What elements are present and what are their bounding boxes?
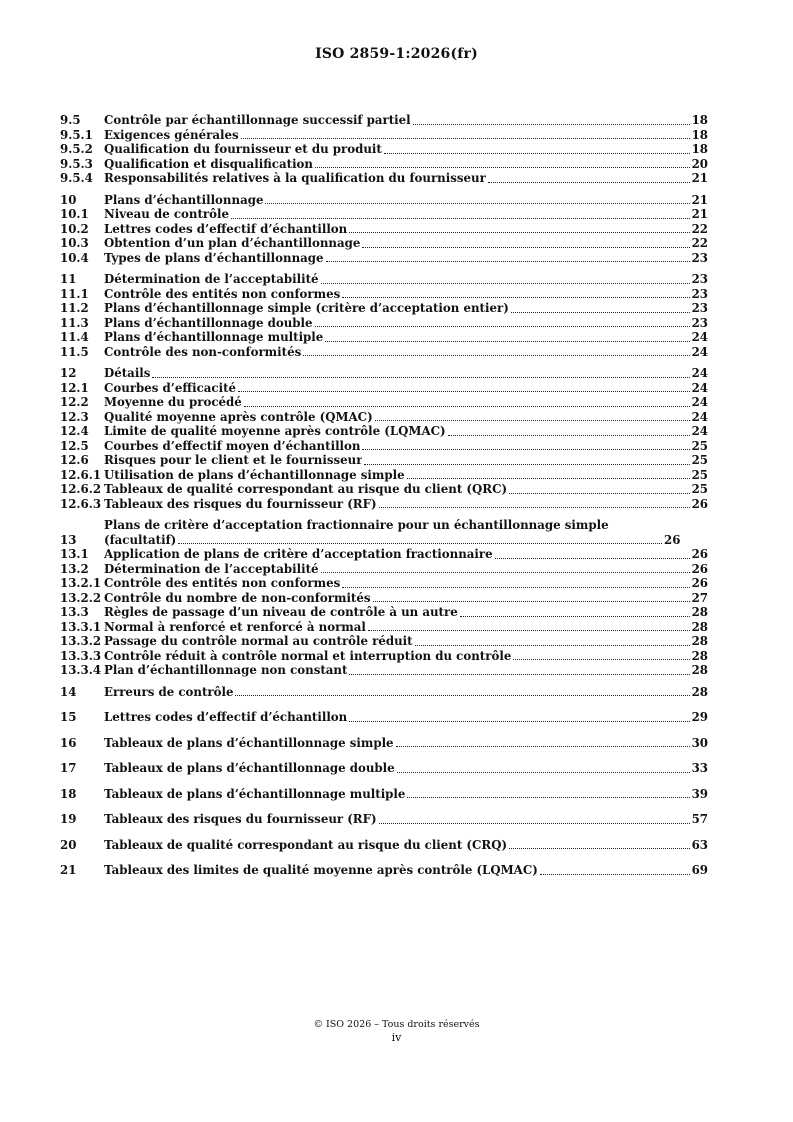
toc-entry-number: 14 (60, 684, 77, 699)
toc-entry-page: 29 (691, 710, 708, 724)
toc-entry-title: Tableaux de qualité correspondant au risque du client (QRC) (104, 482, 508, 496)
toc-entry-page: 28 (691, 619, 708, 634)
toc-entry-page: 24 (691, 344, 708, 359)
dot-leader (397, 772, 690, 773)
toc-entry-page: 18 (691, 127, 708, 142)
toc-group (60, 812, 708, 827)
toc-entry-title: Tableaux de qualité correspondant au risque du client (CRQ) (104, 837, 508, 852)
toc-entry-page: 25 (691, 438, 708, 453)
toc-entry-number: 11.2 (60, 301, 89, 315)
dot-leader (315, 326, 690, 327)
toc-entry-number: 13.3 (60, 605, 89, 619)
dot-leader (448, 435, 690, 436)
dot-leader (375, 420, 690, 421)
toc-entry-number: 11 (60, 272, 77, 286)
toc-entry[interactable] (60, 301, 708, 316)
toc-entry-page: 24 (691, 380, 708, 395)
toc-group (60, 113, 708, 186)
toc-entry-page: 24 (691, 366, 708, 380)
toc-entry-title: Qualité moyenne après contrôle (QMAC) (104, 409, 373, 424)
toc-entry-page: 22 (691, 221, 708, 236)
toc-entry[interactable] (60, 316, 708, 331)
dot-leader (342, 587, 689, 588)
toc-entry-title-line2: (facultatif) (104, 532, 177, 547)
toc-entry-number: 19 (60, 812, 77, 826)
toc-entry-number: 10.2 (60, 221, 89, 236)
toc-entry-number: 16 (60, 735, 77, 750)
toc-entry[interactable] (60, 222, 708, 237)
toc-entry-number: 12.6.2 (60, 482, 102, 496)
dot-leader (178, 543, 662, 544)
toc-entry-number: 12.3 (60, 409, 89, 424)
toc-entry[interactable] (60, 410, 708, 425)
toc-entry-page: 28 (691, 684, 708, 699)
toc-entry-page: 24 (691, 409, 708, 424)
dot-leader (460, 616, 690, 617)
toc-entry[interactable] (60, 685, 708, 700)
toc-entry-title: Contrôle des entités non conformes (104, 576, 341, 590)
dot-leader (326, 261, 690, 262)
toc-entry[interactable] (60, 663, 708, 678)
toc-entry-page: 24 (691, 424, 708, 438)
toc-entry-number: 13.2.2 (60, 590, 102, 605)
dot-leader (325, 341, 689, 342)
toc-entry-title: Lettres codes d’effectif d’échantillon (104, 710, 348, 724)
toc-entry-page: 23 (691, 301, 708, 315)
toc-entry[interactable] (60, 547, 708, 562)
toc-entry-title: Utilisation de plans d’échantillonnage simple (104, 467, 405, 482)
dot-leader (415, 645, 690, 646)
toc-entry-title: Niveau de contrôle (104, 207, 229, 221)
toc-entry-page: 27 (691, 590, 708, 605)
toc-entry[interactable] (60, 345, 708, 360)
toc-entry-page: 22 (691, 236, 708, 250)
toc-entry[interactable] (60, 330, 708, 345)
dot-leader (349, 232, 689, 233)
toc-entry-title: Plans d’échantillonnage multiple (104, 330, 324, 344)
toc-group (60, 838, 708, 853)
toc-group (60, 761, 708, 776)
toc-entry-number: 21 (60, 863, 77, 877)
toc-entry-number: 13.2 (60, 561, 89, 576)
toc-entry-page: 23 (691, 250, 708, 265)
table-of-contents (60, 113, 708, 889)
toc-entry[interactable] (60, 787, 708, 802)
toc-entry-number: 10.3 (60, 236, 89, 250)
toc-entry[interactable] (60, 710, 708, 725)
toc-entry-number: 9.5 (60, 113, 81, 127)
toc-entry[interactable] (60, 812, 708, 827)
toc-entry[interactable] (60, 838, 708, 853)
toc-group (60, 685, 708, 700)
toc-entry-number: 9.5.1 (60, 127, 93, 142)
toc-entry-title: Détermination de l’acceptabilité (104, 272, 319, 286)
toc-entry-number: 13 (60, 532, 77, 547)
toc-entry[interactable] (60, 562, 708, 577)
toc-entry-title: Règles de passage d’un niveau de contrôle à un autre (104, 605, 458, 619)
toc-group (60, 518, 708, 678)
toc-entry[interactable] (60, 620, 708, 635)
toc-entry-title: Tableaux des risques du fournisseur (RF) (104, 812, 377, 826)
toc-entry-title: Courbes d’effectif moyen d’échantillon (104, 438, 361, 453)
dot-leader (513, 659, 689, 660)
toc-group (60, 736, 708, 751)
toc-entry[interactable] (60, 482, 708, 497)
toc-entry-page: 21 (691, 171, 708, 185)
toc-entry-number: 13.1 (60, 547, 89, 561)
toc-group (60, 710, 708, 725)
toc-entry-title: Application de plans de critère d’acceptation fractionnaire (104, 547, 493, 561)
toc-entry-number: 12.6.3 (60, 496, 102, 511)
toc-entry[interactable] (60, 193, 708, 208)
toc-entry-title: Contrôle du nombre de non-conformités (104, 590, 371, 605)
toc-entry[interactable] (60, 157, 708, 172)
toc-entry[interactable] (60, 605, 708, 620)
toc-entry-number: 20 (60, 837, 77, 852)
toc-entry-page: 26 (691, 496, 708, 511)
toc-entry-title: Contrôle par échantillonnage successif partiel (104, 113, 411, 127)
toc-entry-page: 21 (691, 192, 708, 207)
toc-entry-title: Responsabilités relatives à la qualification du fournisseur (104, 171, 486, 185)
toc-entry[interactable] (60, 576, 708, 591)
toc-entry-number: 13.3.4 (60, 663, 102, 677)
toc-entry-page: 39 (691, 786, 708, 801)
toc-group (60, 272, 708, 359)
toc-entry[interactable] (60, 439, 708, 454)
toc-entry-page: 23 (691, 272, 708, 286)
toc-entry-number: 12.2 (60, 395, 89, 409)
toc-entry-number: 11.1 (60, 286, 89, 301)
dot-leader (238, 391, 690, 392)
toc-entry[interactable] (60, 591, 708, 606)
toc-entry-page: 26 (691, 576, 708, 590)
dot-leader (509, 493, 690, 494)
toc-entry-number: 12.6.1 (60, 467, 102, 482)
toc-entry-page: 28 (691, 634, 708, 648)
toc-entry-title: Erreurs de contrôle (104, 684, 234, 699)
dot-leader (362, 247, 689, 248)
toc-entry[interactable] (60, 128, 708, 143)
toc-entry-title-line1: Plans de critère d’acceptation fractionnaire pour un échantillonnage simple (104, 518, 609, 532)
toc-entry-page: 57 (691, 812, 708, 826)
toc-entry-page: 28 (691, 663, 708, 677)
toc-entry[interactable] (60, 236, 708, 251)
toc-group (60, 366, 708, 511)
toc-entry-title: Plans d’échantillonnage simple (critère d’acceptation entier) (104, 301, 509, 315)
dot-leader (407, 478, 690, 479)
toc-entry-title: Plans d’échantillonnage (104, 192, 264, 207)
toc-entry-number: 10.1 (60, 207, 89, 221)
dot-leader (231, 218, 690, 219)
toc-entry[interactable] (60, 287, 708, 302)
toc-entry-page: 69 (691, 863, 708, 877)
toc-entry-number: 9.5.2 (60, 142, 93, 156)
toc-entry-number: 18 (60, 786, 77, 801)
toc-entry-title: Exigences générales (104, 127, 239, 142)
toc-entry-number: 9.5.3 (60, 156, 93, 171)
toc-entry-number: 11.5 (60, 344, 89, 359)
toc-entry-page: 26 (664, 532, 681, 547)
toc-entry-page: 23 (691, 286, 708, 301)
dot-leader (511, 312, 690, 313)
dot-leader (265, 203, 689, 204)
toc-entry-title: Tableaux de plans d’échantillonnage multiple (104, 786, 406, 801)
toc-entry-title: Qualification du fournisseur et du produit (104, 142, 382, 156)
toc-entry[interactable] (60, 272, 708, 287)
toc-entry-number: 12.6 (60, 453, 89, 467)
toc-entry-page: 20 (691, 156, 708, 171)
toc-entry-title: Qualification et disqualification (104, 156, 313, 171)
dot-leader (362, 449, 689, 450)
toc-entry-title: Passage du contrôle normal au contrôle réduit (104, 634, 413, 648)
dot-leader (244, 406, 690, 407)
dot-leader (495, 558, 690, 559)
page-number: iv (391, 1031, 402, 1044)
toc-entry-title: Types de plans d’échantillonnage (104, 250, 324, 265)
toc-entry[interactable] (60, 453, 708, 468)
toc-entry-number: 13.3.2 (60, 634, 102, 648)
toc-entry-title: Plans d’échantillonnage double (104, 315, 313, 330)
toc-entry[interactable] (60, 634, 708, 649)
toc-entry-title: Tableaux des limites de qualité moyenne après contrôle (LQMAC) (104, 863, 538, 877)
dot-leader (379, 507, 690, 508)
toc-entry-number: 10.4 (60, 250, 89, 265)
toc-entry-title: Lettres codes d’effectif d’échantillon (104, 221, 348, 236)
dot-leader (342, 297, 689, 298)
toc-entry[interactable] (60, 366, 708, 381)
toc-entry-title: Tableaux des risques du fournisseur (RF) (104, 496, 377, 511)
toc-entry-page: 24 (691, 395, 708, 409)
dot-leader (407, 797, 689, 798)
dot-leader (413, 124, 690, 125)
toc-entry-page: 30 (691, 735, 708, 750)
toc-entry-title: Limite de qualité moyenne après contrôle (LQMAC) (104, 424, 446, 438)
dot-leader (368, 630, 690, 631)
toc-entry-number: 11.4 (60, 330, 89, 344)
toc-entry[interactable] (60, 381, 708, 396)
toc-entry-title: Moyenne du procédé (104, 395, 242, 409)
dot-leader (303, 355, 689, 356)
toc-entry[interactable] (60, 395, 708, 410)
toc-entry-page: 25 (691, 453, 708, 467)
toc-entry-page: 63 (691, 837, 708, 852)
toc-entry[interactable] (60, 142, 708, 157)
copyright-notice: © ISO 2026 – Tous droits réservés (313, 1019, 480, 1030)
toc-entry-page: 24 (691, 330, 708, 344)
toc-entry[interactable] (60, 761, 708, 776)
toc-entry-title: Courbes d’efficacité (104, 380, 237, 395)
toc-entry-page: 28 (691, 605, 708, 619)
toc-entry-number: 11.3 (60, 315, 89, 330)
toc-entry-page: 18 (691, 113, 708, 127)
page-header: ISO 2859-1:2026(fr) (315, 46, 478, 62)
dot-leader (364, 464, 689, 465)
toc-group (60, 787, 708, 802)
toc-entry-page: 26 (691, 547, 708, 561)
toc-entry-number: 12 (60, 366, 77, 380)
dot-leader (152, 377, 689, 378)
toc-entry[interactable] (60, 468, 708, 483)
toc-entry-title: Plan d’échantillonnage non constant (104, 663, 348, 677)
toc-entry[interactable] (60, 207, 708, 222)
toc-entry[interactable] (60, 863, 708, 878)
toc-entry-title: Contrôle des non-conformités (104, 344, 302, 359)
toc-entry-number: 13.3.1 (60, 619, 102, 634)
toc-entry-page: 18 (691, 142, 708, 156)
dot-leader (349, 721, 689, 722)
toc-entry[interactable] (60, 171, 708, 186)
toc-group (60, 863, 708, 878)
toc-entry-number: 15 (60, 710, 77, 724)
toc-entry-page: 25 (691, 467, 708, 482)
dot-leader (321, 283, 690, 284)
toc-entry-title: Tableaux de plans d’échantillonnage simple (104, 735, 394, 750)
toc-entry[interactable] (60, 497, 708, 512)
dot-leader (384, 153, 690, 154)
toc-entry-title: Contrôle réduit à contrôle normal et interruption du contrôle (104, 648, 512, 663)
toc-entry-title: Détermination de l’acceptabilité (104, 561, 319, 576)
dot-leader (321, 572, 690, 573)
toc-entry-number: 12.1 (60, 380, 89, 395)
toc-entry-number: 13.3.3 (60, 648, 102, 663)
toc-entry-number: 12.5 (60, 438, 89, 453)
toc-entry-page: 26 (691, 561, 708, 576)
toc-entry[interactable] (60, 113, 708, 128)
toc-entry[interactable] (60, 251, 708, 266)
page-footer (0, 1018, 793, 1044)
dot-leader (379, 823, 690, 824)
toc-entry[interactable] (60, 736, 708, 751)
toc-entry-title: Risques pour le client et le fournisseur (104, 453, 363, 467)
toc-entry-title: Contrôle des entités non conformes (104, 286, 341, 301)
toc-entry-title: Détails (104, 366, 151, 380)
dot-leader (315, 167, 690, 168)
dot-leader (373, 601, 690, 602)
toc-entry-number: 13.2.1 (60, 576, 102, 590)
dot-leader (540, 874, 690, 875)
toc-entry-title (104, 518, 664, 547)
toc-entry-title: Tableaux de plans d’échantillonnage double (104, 761, 395, 775)
dot-leader (349, 674, 689, 675)
toc-entry-page: 33 (691, 761, 708, 775)
dot-leader (509, 848, 690, 849)
toc-entry[interactable] (60, 649, 708, 664)
toc-entry-title: Obtention d’un plan d’échantillonnage (104, 236, 361, 250)
toc-entry-number: 17 (60, 761, 77, 775)
dot-leader (241, 138, 690, 139)
dot-leader (396, 746, 690, 747)
toc-entry[interactable] (60, 424, 708, 439)
toc-entry-number: 10 (60, 192, 77, 207)
toc-entry-number: 12.4 (60, 424, 89, 438)
dot-leader (235, 695, 689, 696)
toc-entry-title: Normal à renforcé et renforcé à normal (104, 619, 366, 634)
toc-entry-page: 21 (691, 207, 708, 221)
toc-group (60, 193, 708, 266)
toc-entry[interactable] (60, 518, 708, 547)
toc-entry-page: 23 (691, 315, 708, 330)
toc-entry-number: 9.5.4 (60, 171, 93, 185)
toc-entry-page: 28 (691, 648, 708, 663)
toc-entry-page: 25 (691, 482, 708, 496)
dot-leader (488, 182, 690, 183)
